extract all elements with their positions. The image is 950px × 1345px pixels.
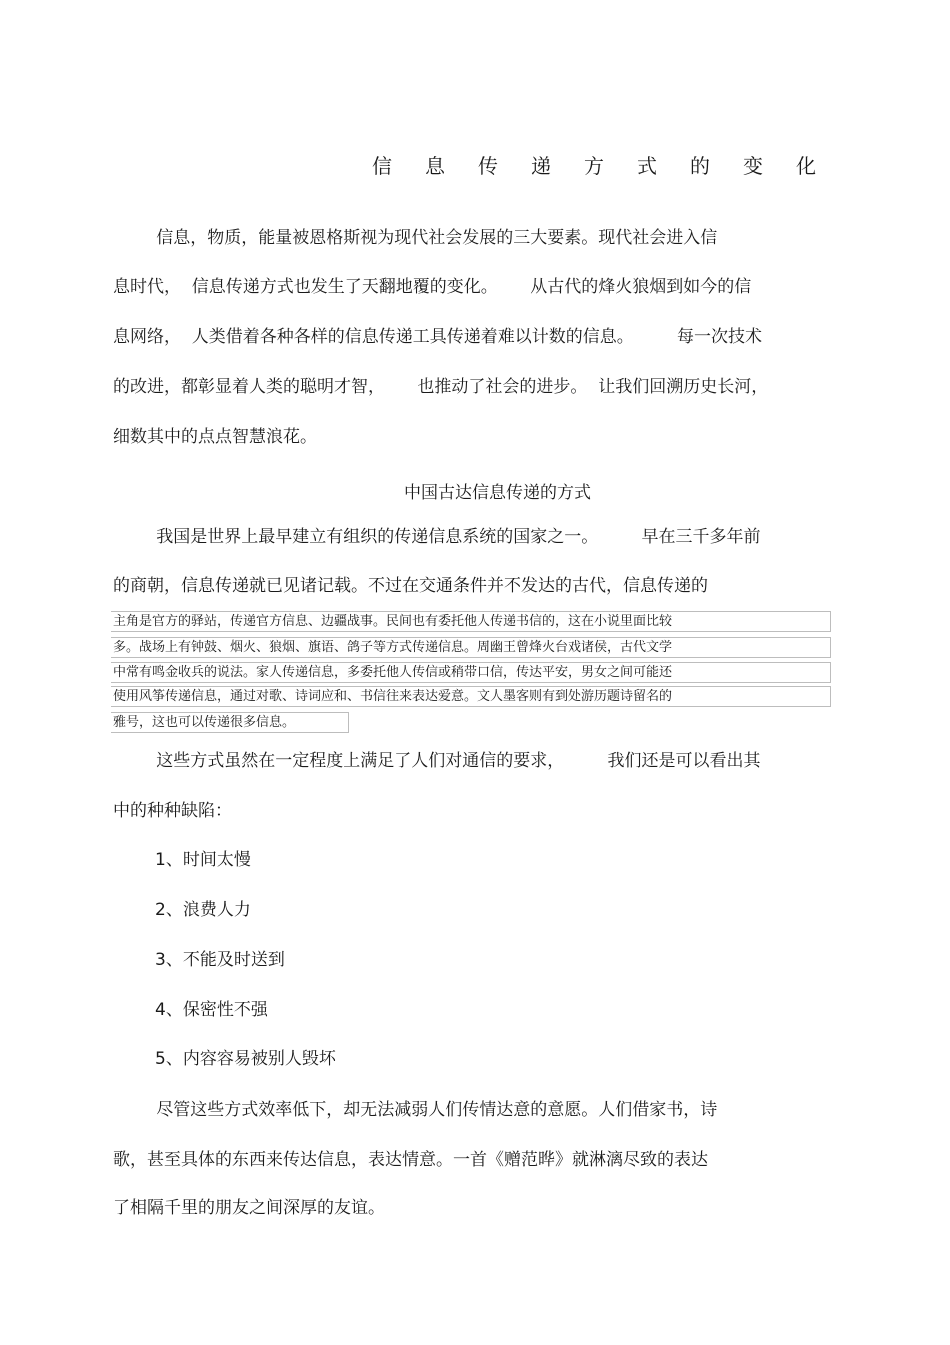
defect-item-5: 5、内容容易被别人毁坏 — [155, 1049, 336, 1069]
boxed-line-5: 雅号，这也可以传递很多信息。 — [111, 712, 349, 733]
boxed-line-1: 主角是官方的驿站，传递官方信息、边疆战事。民间也有委托他人传递书信的，这在小说里面比较 — [111, 611, 831, 632]
intro-line-2: 息时代， 信息传递方式也发生了天翻地覆的变化。 从古代的烽火狼烟到如今的信 — [113, 277, 752, 297]
section-title: 中国古达信息传递的方式 — [404, 483, 591, 503]
closing-line-2: 歌，甚至具体的东西来传达信息，表达情意。一首《赠范晔》就淋漓尽致的表达 — [113, 1150, 708, 1170]
closing-line-1: 尽管这些方式效率低下，却无法减弱人们传情达意的意愿。人们借家书，诗 — [113, 1100, 718, 1120]
boxed-line-4: 使用风筝传递信息，通过对歌、诗词应和、书信往来表达爱意。文人墨客则有到处游历题诗留名的 — [111, 686, 831, 707]
section-line-2: 的商朝，信息传递就已见诸记载。不过在交通条件并不发达的古代，信息传递的 — [113, 576, 708, 596]
defects-line-2: 中的种种缺陷： — [113, 801, 232, 821]
defect-item-4: 4、保密性不强 — [155, 1000, 268, 1020]
intro-line-3: 息网络， 人类借着各种各样的信息传递工具传递着难以计数的信息。 每一次技术 — [113, 327, 763, 347]
intro-line-4: 的改进，都彰显着人类的聪明才智， 也推动了社会的进步。 让我们回溯历史长河， — [113, 377, 769, 397]
section-line-1: 我国是世界上最早建立有组织的传递信息系统的国家之一。 早在三千多年前 — [113, 527, 761, 547]
closing-line-3: 了相隔千里的朋友之间深厚的友谊。 — [113, 1198, 385, 1218]
boxed-line-3: 中常有鸣金收兵的说法。家人传递信息，多委托他人传信或稍带口信，传达平安，男女之间可能还 — [111, 662, 831, 683]
intro-line-1: 信息，物质，能量被恩格斯视为现代社会发展的三大要素。现代社会进入信 — [113, 228, 718, 248]
defects-line-1: 这些方式虽然在一定程度上满足了人们对通信的要求， 我们还是可以看出其 — [113, 751, 761, 771]
defect-item-1: 1、时间太慢 — [155, 850, 251, 870]
document-title: 信息传递方式的变化 — [372, 154, 849, 178]
defect-item-2: 2、浪费人力 — [155, 900, 251, 920]
boxed-line-2: 多。战场上有钟鼓、烟火、狼烟、旗语、鸽子等方式传递信息。周幽王曾烽火台戏诸侯，古代文学 — [111, 637, 831, 658]
intro-line-5: 细数其中的点点智慧浪花。 — [113, 427, 317, 447]
defect-item-3: 3、不能及时送到 — [155, 950, 285, 970]
